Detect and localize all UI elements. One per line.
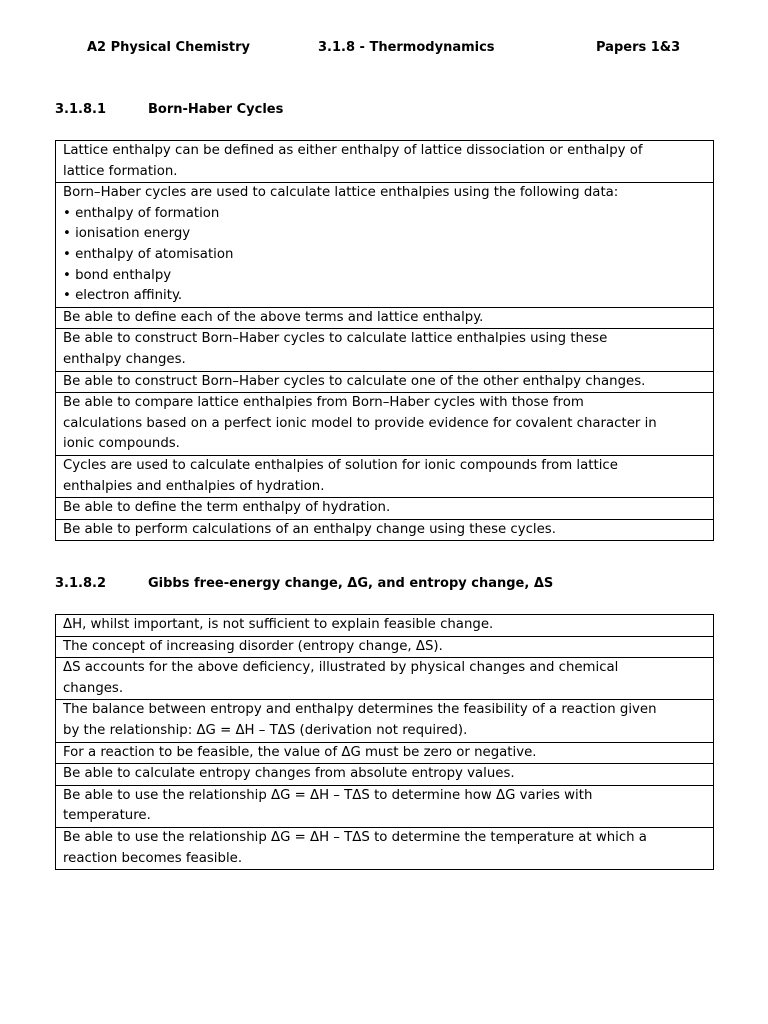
spec-row [56, 141, 714, 183]
spec-cell [56, 615, 714, 637]
spec-line: Lattice enthalpy can be defined as either enthalpy of lattice dissociation or enthalpy of [63, 143, 643, 158]
spec-line: Born–Haber cycles are used to calculate lattice enthalpies using the following data: [63, 185, 619, 201]
spec-line: enthalpy changes. [63, 351, 186, 367]
spec-line: Be able to construct Born–Haber cycles to calculate one of the other enthalpy changes. [63, 373, 646, 389]
spec-row [56, 498, 714, 520]
spec-cell [56, 329, 714, 371]
spec-line: • ionisation energy [63, 226, 191, 242]
spec-line: Be able to compare lattice enthalpies from Born–Haber cycles with those from [63, 395, 584, 411]
section-heading [55, 102, 283, 117]
spec-cell [56, 498, 714, 520]
spec-cell [56, 700, 714, 742]
spec-line: temperature. [63, 808, 151, 824]
spec-table [55, 614, 714, 870]
spec-line: ΔH, whilst important, is not sufficient to explain feasible change. [63, 617, 494, 632]
spec-cell [56, 307, 714, 329]
spec-row [56, 307, 714, 329]
spec-cell [56, 371, 714, 393]
spec-line: ΔS accounts for the above deficiency, illustrated by physical changes and chemical [63, 660, 619, 676]
spec-row [56, 827, 714, 869]
spec-cell [56, 785, 714, 827]
spec-cell [56, 455, 714, 497]
spec-cell [56, 393, 714, 456]
header-topic: 3.1.8 - Thermodynamics [318, 40, 495, 55]
spec-row [56, 393, 714, 456]
page-header [0, 40, 768, 58]
spec-row [56, 700, 714, 742]
spec-table [55, 140, 714, 541]
section-number: 3.1.8.1 [55, 102, 106, 117]
spec-cell [56, 183, 714, 308]
spec-line: ionic compounds. [63, 436, 180, 452]
spec-line: calculations based on a perfect ionic model to provide evidence for covalent character in [63, 415, 657, 431]
spec-line: reaction becomes feasible. [63, 850, 243, 866]
header-course: A2 Physical Chemistry [87, 40, 250, 55]
spec-row [56, 658, 714, 700]
spec-line: Be able to define each of the above terms and lattice enthalpy. [63, 309, 484, 325]
spec-row [56, 785, 714, 827]
spec-line: The concept of increasing disorder (entropy change, ΔS). [63, 638, 443, 654]
spec-line: changes. [63, 680, 124, 696]
spec-cell [56, 827, 714, 869]
spec-row [56, 329, 714, 371]
spec-row [56, 764, 714, 786]
spec-row [56, 519, 714, 541]
spec-cell [56, 764, 714, 786]
spec-line: • electron affinity. [63, 288, 183, 304]
spec-cell [56, 658, 714, 700]
spec-line: Be able to define the term enthalpy of hydration. [63, 500, 391, 516]
section-title: Gibbs free-energy change, ΔG, and entropy change, ΔS [148, 576, 554, 591]
spec-cell [56, 519, 714, 541]
spec-line: by the relationship: ΔG = ΔH – TΔS (derivation not required). [63, 722, 468, 738]
spec-row [56, 183, 714, 308]
spec-line: • enthalpy of atomisation [63, 246, 234, 262]
spec-line: • bond enthalpy [63, 267, 172, 283]
spec-cell [56, 141, 714, 183]
spec-row [56, 615, 714, 637]
spec-line: Be able to calculate entropy changes from absolute entropy values. [63, 766, 515, 782]
spec-row [56, 371, 714, 393]
section-title: Born-Haber Cycles [148, 102, 284, 117]
spec-line: Be able to perform calculations of an enthalpy change using these cycles. [63, 521, 556, 537]
spec-row [56, 455, 714, 497]
spec-line: For a reaction to be feasible, the value of ΔG must be zero or negative. [63, 744, 537, 760]
header-papers: Papers 1&3 [596, 40, 681, 55]
section-heading [55, 576, 553, 591]
spec-line: The balance between entropy and enthalpy determines the feasibility of a reaction given [63, 702, 657, 718]
spec-row [56, 742, 714, 764]
spec-line: Be able to use the relationship ΔG = ΔH – TΔS to determine how ΔG varies with [63, 787, 593, 803]
spec-line: lattice formation. [63, 163, 178, 179]
spec-cell [56, 742, 714, 764]
spec-row [56, 636, 714, 658]
spec-line: enthalpies and enthalpies of hydration. [63, 478, 325, 494]
section-number: 3.1.8.2 [55, 576, 106, 591]
spec-line: Be able to construct Born–Haber cycles to calculate lattice enthalpies using these [63, 331, 608, 347]
spec-line: Cycles are used to calculate enthalpies of solution for ionic compounds from lattice [63, 457, 618, 473]
spec-line: Be able to use the relationship ΔG = ΔH – TΔS to determine the temperature at which a [63, 829, 647, 845]
spec-cell [56, 636, 714, 658]
spec-line: • enthalpy of formation [63, 205, 220, 221]
